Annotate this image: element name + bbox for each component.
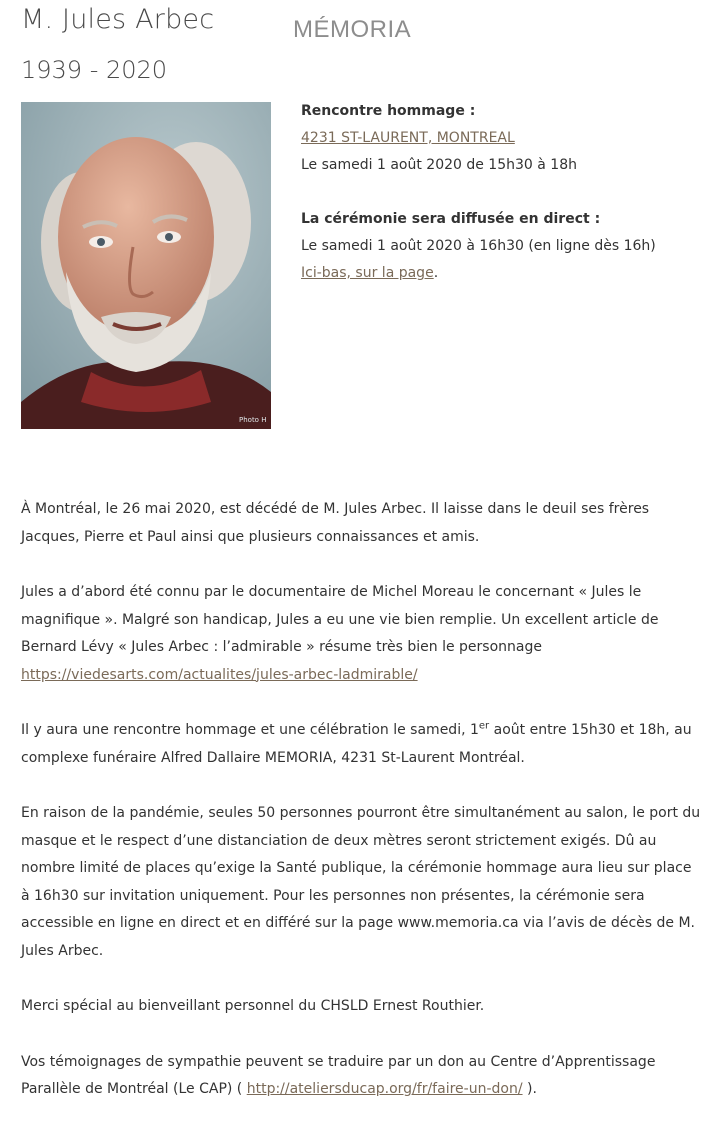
broadcast-heading: La cérémonie sera diffusée en direct : bbox=[301, 211, 601, 227]
obituary-paragraph-thanks: Merci spécial au bienveillant personnel du CHSLD Ernest Routhier. bbox=[21, 998, 485, 1014]
portrait-photo bbox=[21, 102, 271, 429]
tribute-datetime: Le samedi 1 août 2020 de 15h30 à 18h bbox=[301, 157, 577, 173]
obituary-paragraph-documentary bbox=[21, 579, 701, 689]
documentary-text: Jules a d’abord été connu par le documentaire de Michel Moreau le concernant « Jules le magnifique ». Malgré son handicap, Jules a eu une vie bien remplie. Un excellent article de Bernard Lévy « Jules Arbec : l’admirable » résume très bien le personnage bbox=[21, 584, 659, 655]
article-link[interactable]: https://viedesarts.com/actualites/jules-arbec-ladmirable/ bbox=[21, 666, 418, 683]
obituary-paragraph-donation bbox=[21, 1049, 701, 1104]
event-details bbox=[301, 98, 711, 287]
donation-text-before: Vos témoignages de sympathie peuvent se traduire par un don au Centre d’Apprentissage Parallèle de Montréal (Le CAP) ( bbox=[21, 1053, 656, 1097]
ordinal-superscript: er bbox=[478, 720, 490, 732]
broadcast-link[interactable]: Ici-bas, sur la page bbox=[301, 265, 434, 281]
obituary-paragraph-pandemic: En raison de la pandémie, seules 50 personnes pourront être simultanément au salon, le port du masque et le respect d’une distanciation de deux mètres seront strictement exigés. Dû au nombre limité de places qu’exige la Santé publique, la cérémonie hommage aura lieu sur place à 16h30 sur invitation uniquement. Pour les personnes non présentes, la cérémonie sera accessible en ligne en direct et en différé sur la page www.memoria.ca via l’avis de décès de M. Jules Arbec. bbox=[21, 805, 701, 959]
celebration-text-after: août entre 15h30 et 18h, au complexe funéraire Alfred Dallaire MEMORIA, 4231 St-Laurent Montréal. bbox=[21, 722, 692, 766]
tribute-heading: Rencontre hommage : bbox=[301, 103, 476, 119]
obituary-text bbox=[21, 496, 701, 1132]
address-link[interactable]: 4231 ST-LAURENT, MONTREAL bbox=[301, 130, 515, 146]
deceased-name: M. Jules Arbec bbox=[21, 4, 215, 35]
life-years: 1939 - 2020 bbox=[21, 56, 168, 84]
donation-text-after: ). bbox=[522, 1081, 537, 1097]
celebration-text-before: Il y aura une rencontre hommage et une célébration le samedi, 1 bbox=[21, 722, 479, 738]
obituary-paragraph-celebration bbox=[21, 717, 701, 772]
obituary-paragraph-death: À Montréal, le 26 mai 2020, est décédé de M. Jules Arbec. Il laisse dans le deuil ses frères Jacques, Pierre et Paul ainsi que plusieurs connaissances et amis. bbox=[21, 501, 650, 545]
photo-credit: Photo H bbox=[239, 416, 267, 424]
donation-link[interactable]: http://ateliersducap.org/fr/faire-un-don/ bbox=[246, 1081, 523, 1097]
broadcast-datetime: Le samedi 1 août 2020 à 16h30 (en ligne dès 16h) bbox=[301, 238, 656, 254]
memoria-logo: MÉMORIA bbox=[293, 16, 412, 43]
broadcast-link-suffix: . bbox=[433, 265, 439, 281]
